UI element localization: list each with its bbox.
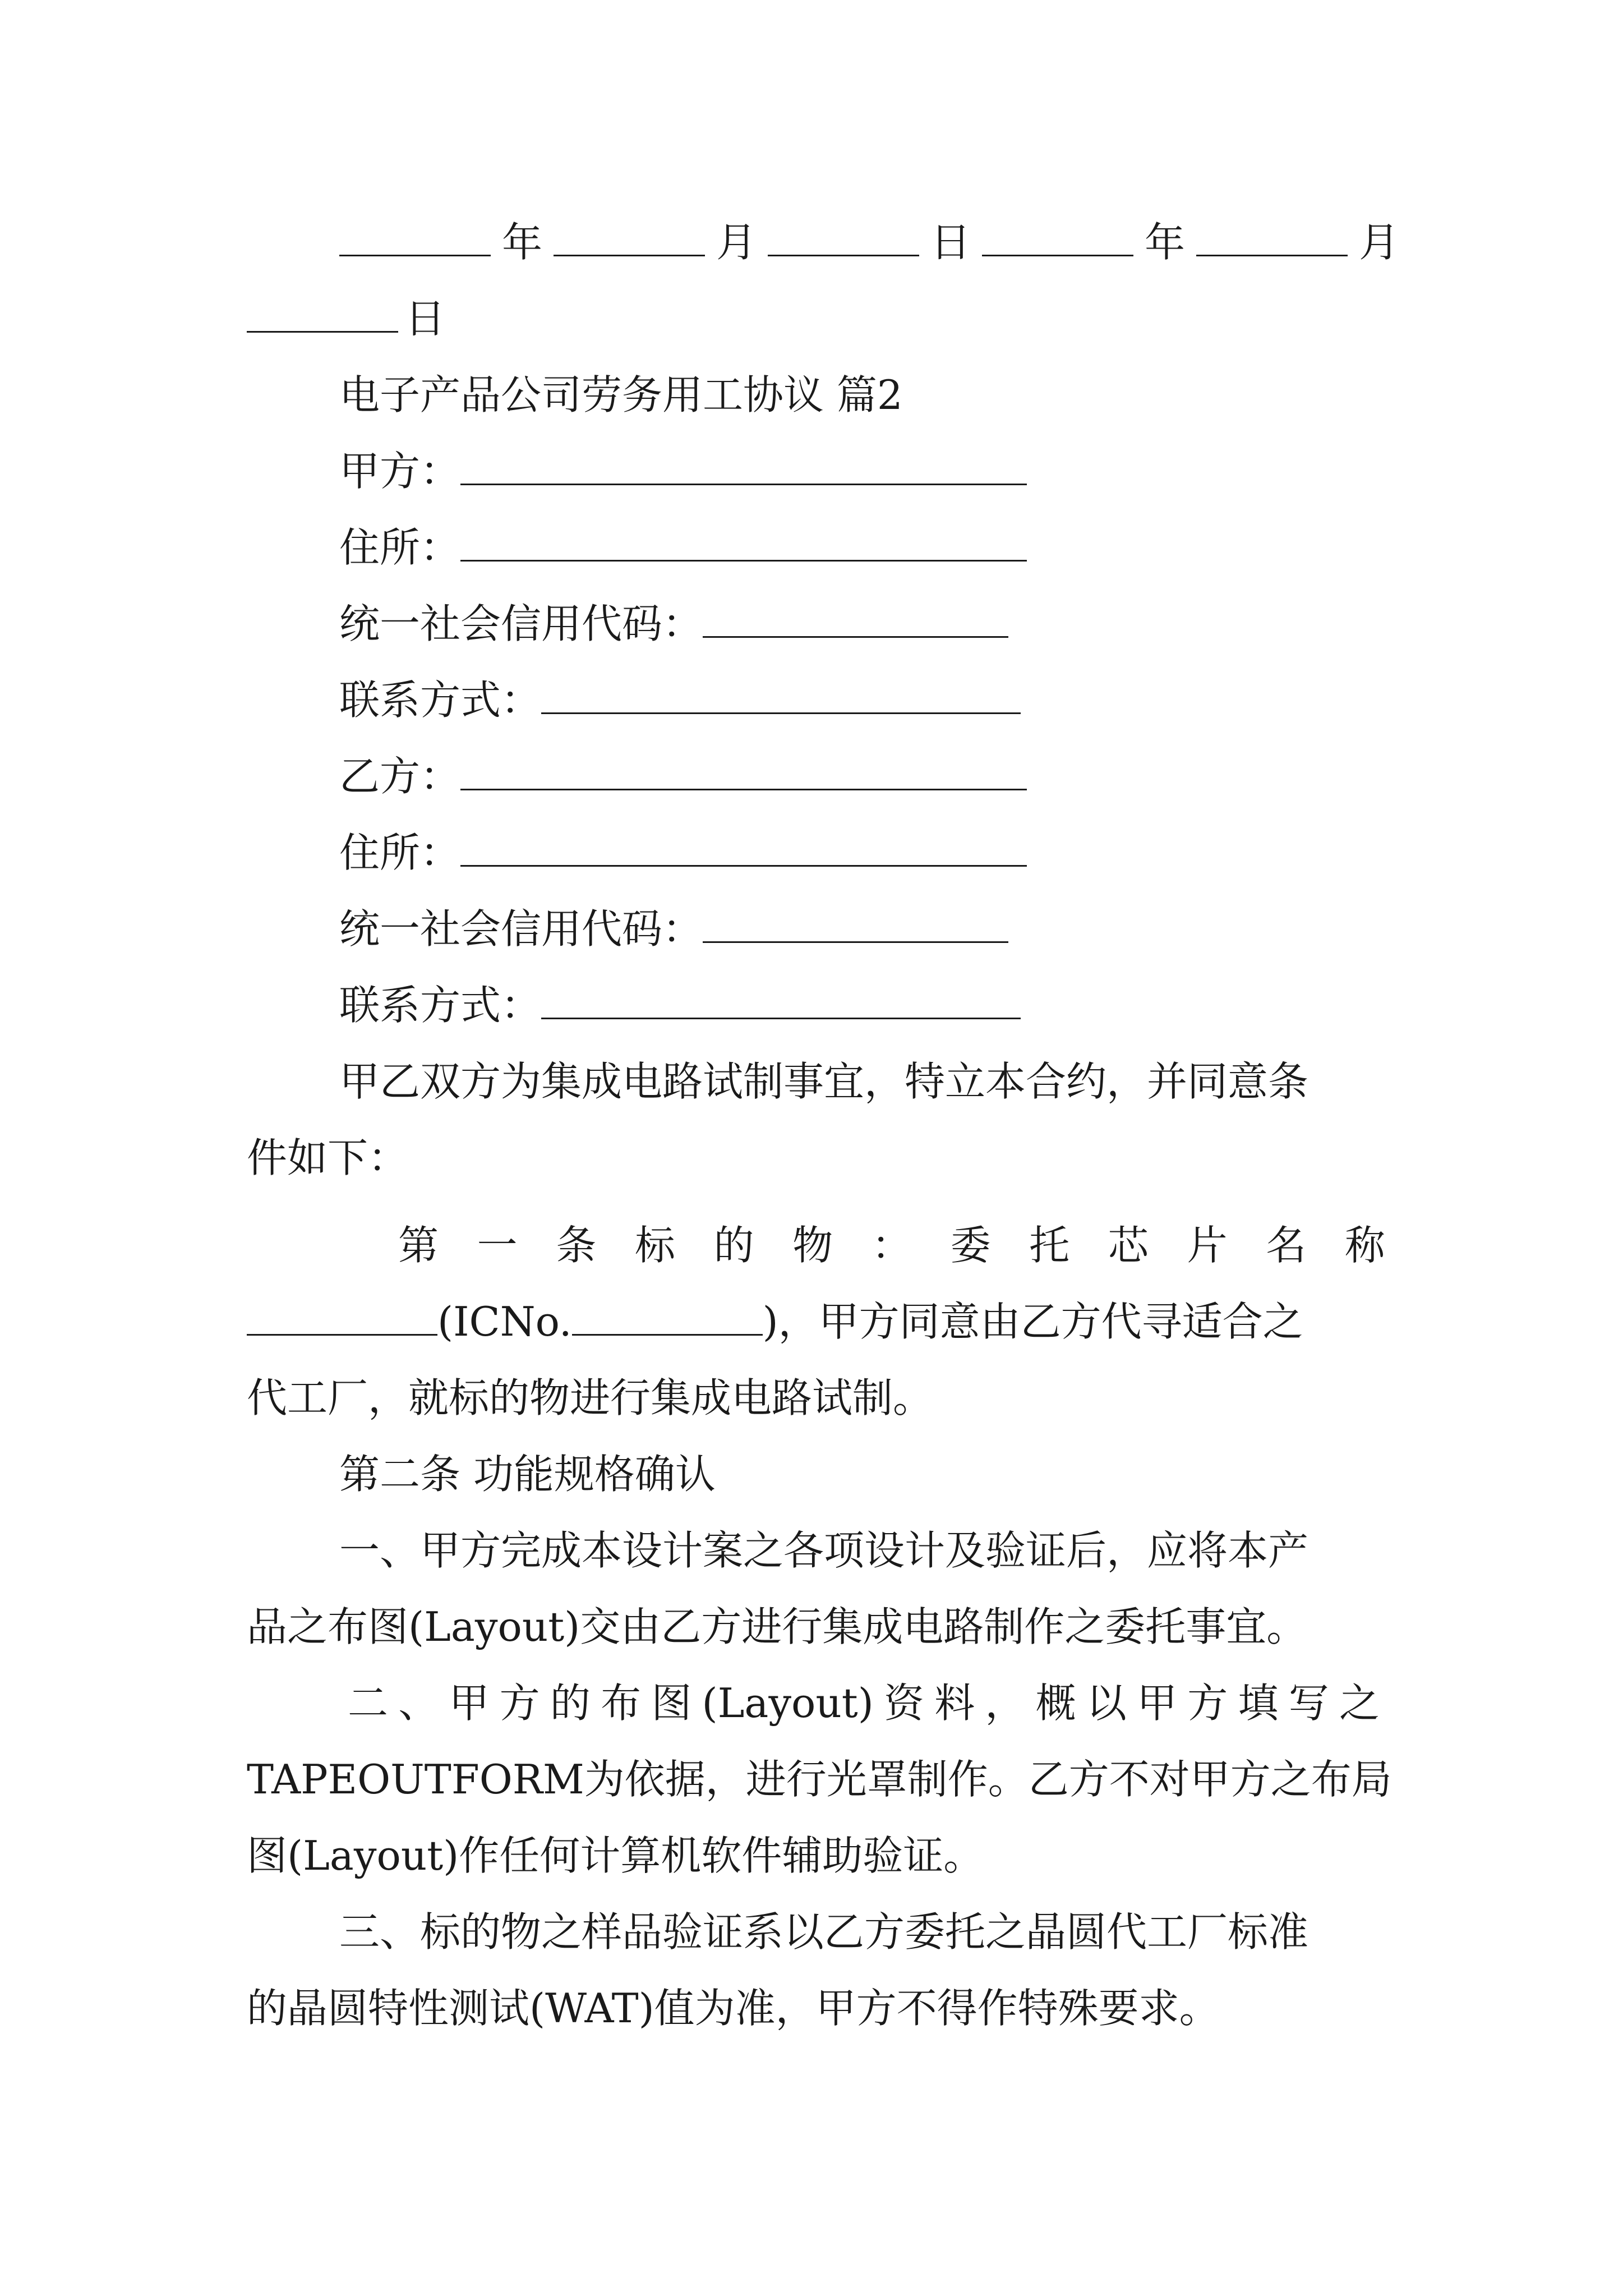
party-b-address-row xyxy=(339,826,1385,880)
chip-name-blank xyxy=(247,1300,437,1336)
article-char: 物 xyxy=(792,1222,833,1269)
party-a-contact-row xyxy=(339,673,1385,727)
day-label: 日 xyxy=(930,219,971,266)
article-char: 资 xyxy=(883,1680,924,1727)
intro-line-2: 件如下： xyxy=(247,1134,409,1181)
article-char: 第 xyxy=(398,1222,439,1269)
article-char: 芯 xyxy=(1108,1222,1149,1269)
article-char: 条 xyxy=(556,1222,597,1269)
article-2-p3-line-1: 三、标的物之样品验证系以乙方委托之晶圆代工厂标准 xyxy=(339,1908,1309,1955)
article-char: 名 xyxy=(1266,1222,1307,1269)
party-b-credit-blank xyxy=(703,908,1008,943)
year-label: 年 xyxy=(502,219,543,266)
blank-field xyxy=(339,221,491,256)
article-char: 填 xyxy=(1238,1680,1279,1727)
article-char: 一 xyxy=(477,1222,518,1269)
party-b-address-blank xyxy=(460,831,1027,867)
party-b-blank xyxy=(460,755,1027,790)
party-a-label: 甲方： xyxy=(339,448,461,495)
section-heading: 电子产品公司劳务用工协议 篇2 xyxy=(339,371,903,418)
party-b-contact-row xyxy=(339,978,1385,1032)
intro-line-1: 甲乙双方为集成电路试制事宜，特立本合约，并同意条 xyxy=(339,1058,1309,1105)
date-line xyxy=(339,215,1400,269)
article-char: 托 xyxy=(1029,1222,1070,1269)
ic-number-blank xyxy=(572,1300,763,1336)
article-char: 标 xyxy=(634,1222,675,1269)
article-char: 称 xyxy=(1344,1222,1385,1269)
article-1-line-1 xyxy=(398,1218,1385,1272)
article-char: 二 xyxy=(348,1680,389,1727)
blank-field xyxy=(554,221,705,256)
article-char: 布 xyxy=(601,1680,642,1727)
article-char: 方 xyxy=(499,1680,540,1727)
article-char: 、 xyxy=(398,1680,439,1727)
date-line-cont xyxy=(247,292,1385,346)
article-2-p3-line-2: 的晶圆特性测试(WAT)值为准，甲方不得作特殊要求。 xyxy=(247,1985,1220,2032)
article-char: 料 xyxy=(934,1680,975,1727)
article-char: (Layout) xyxy=(702,1680,874,1727)
article-char: 甲 xyxy=(1137,1680,1178,1727)
article-char: 的 xyxy=(550,1680,591,1727)
article-char: 之 xyxy=(1339,1680,1380,1727)
article-char: 甲 xyxy=(449,1680,490,1727)
party-b-credit-label: 统一社会信用代码： xyxy=(339,905,703,953)
article-char: 以 xyxy=(1086,1680,1127,1727)
blank-field xyxy=(247,297,398,333)
party-a-credit-label: 统一社会信用代码： xyxy=(339,600,703,647)
month-label: 月 xyxy=(716,219,757,266)
article-2-p2-line-2: TAPEOUTFORM为依据，进行光罩制作。乙方不对甲方之布局 xyxy=(247,1756,1392,1803)
article-2-p1-line-1: 一、甲方完成本设计案之各项设计及验证后，应将本产 xyxy=(339,1527,1309,1574)
article-char: 写 xyxy=(1288,1680,1329,1727)
article-2-p1-line-2: 品之布图(Layout)交由乙方进行集成电路制作之委托事宜。 xyxy=(247,1603,1307,1650)
party-a-address-label: 住所： xyxy=(339,524,461,571)
article-char: 图 xyxy=(651,1680,692,1727)
party-b-contact-blank xyxy=(541,984,1021,1019)
party-a-address-blank xyxy=(460,526,1027,562)
article-1-line-2 xyxy=(247,1295,1385,1349)
day-label: 日 xyxy=(405,295,446,342)
article-2-p2-line-3: 图(Layout)作任何计算机软件辅助验证。 xyxy=(247,1832,984,1879)
party-b-address-label: 住所： xyxy=(339,829,461,876)
party-a-contact-label: 联系方式： xyxy=(339,677,542,724)
article-1-line-3: 代工厂，就标的物进行集成电路试制。 xyxy=(247,1374,934,1421)
party-b-label: 乙方： xyxy=(339,753,461,800)
party-b-contact-label: 联系方式： xyxy=(339,982,542,1029)
article-char: 片 xyxy=(1187,1222,1228,1269)
article-2-p2-line-1 xyxy=(348,1676,1380,1730)
blank-field xyxy=(768,221,919,256)
article-char: ： xyxy=(871,1222,912,1269)
article-char: 方 xyxy=(1187,1680,1228,1727)
month-label: 月 xyxy=(1359,219,1400,266)
article-1-line-2-end: )，甲方同意由乙方代寻适合之 xyxy=(762,1298,1303,1345)
ic-number-label: (ICNo. xyxy=(437,1298,572,1345)
party-a-row xyxy=(339,444,1385,498)
blank-field xyxy=(1196,221,1348,256)
party-a-address-row xyxy=(339,521,1385,574)
party-a-credit-blank xyxy=(703,602,1008,638)
article-char: 委 xyxy=(950,1222,991,1269)
article-char: 概 xyxy=(1035,1680,1076,1727)
party-a-contact-blank xyxy=(541,679,1021,714)
party-a-credit-row xyxy=(339,597,1385,651)
year-label: 年 xyxy=(1145,219,1186,266)
article-2-title: 第二条 功能规格确认 xyxy=(339,1451,716,1498)
party-a-blank xyxy=(460,450,1027,485)
party-b-row xyxy=(339,749,1385,803)
party-b-credit-row xyxy=(339,902,1385,956)
article-char: 的 xyxy=(713,1222,754,1269)
article-char: ， xyxy=(985,1680,1026,1727)
blank-field xyxy=(982,221,1133,256)
